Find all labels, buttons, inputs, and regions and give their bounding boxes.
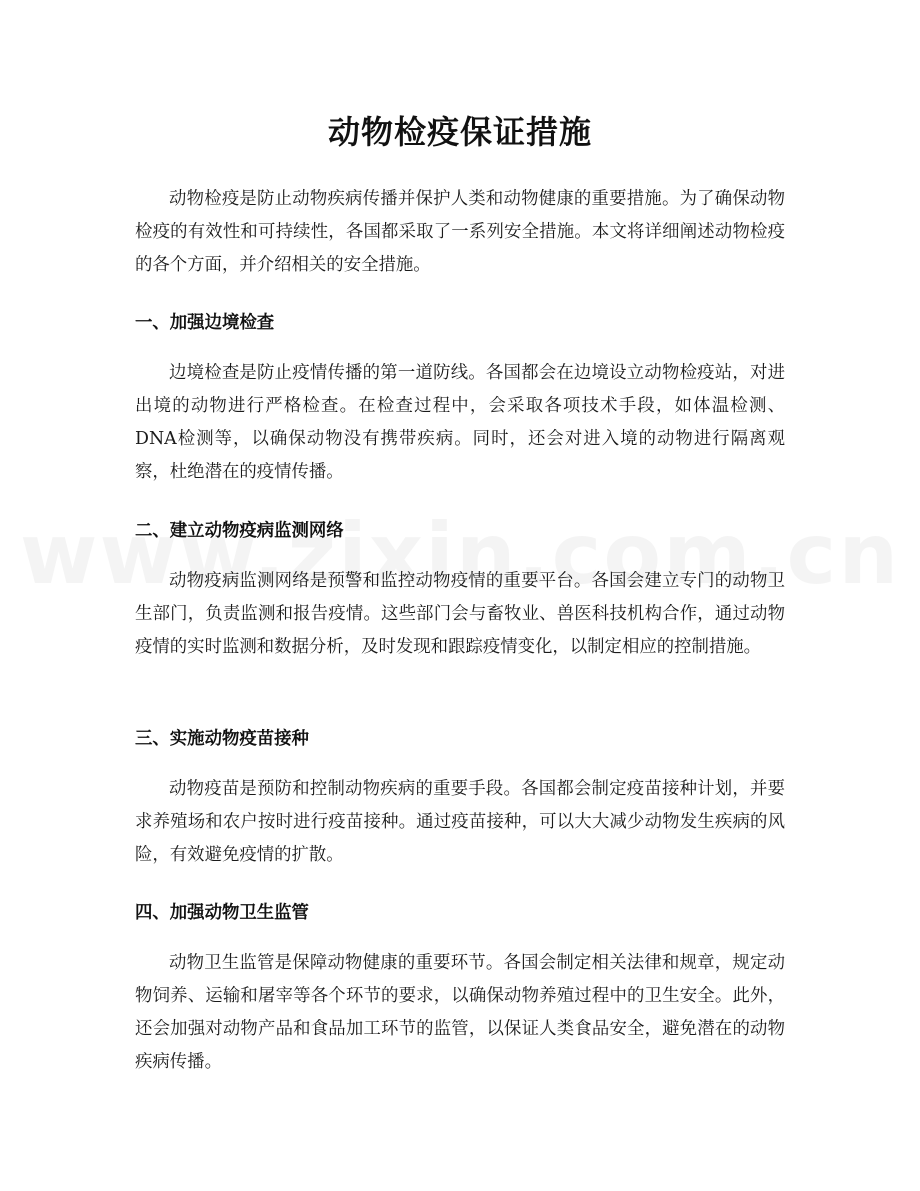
section-heading-1: 一、加强边境检查	[135, 313, 275, 333]
section-heading-4: 四、加强动物卫生监管	[135, 903, 309, 923]
section-heading-3: 三、实施动物疫苗接种	[135, 729, 309, 749]
document-title: 动物检疫保证措施	[327, 113, 592, 151]
intro-paragraph: 动物检疫是防止动物疾病传播并保护人类和动物健康的重要措施。为了确保动物检疫的有效性和可持续性，各国都采取了一系列安全措施。本文将详细阐述动物检疫的各个方面，并介绍相关的安全措施。	[135, 189, 785, 275]
section-body-4: 动物卫生监管是保障动物健康的重要环节。各国会制定相关法律和规章，规定动物饲养、运输和屠宰等各个环节的要求，以确保动物养殖过程中的卫生安全。此外，还会加强对动物产品和食品加工环节的监管，以保证人类食品安全，避免潜在的动物疾病传播。	[135, 953, 785, 1072]
section-heading-2: 二、建立动物疫病监测网络	[135, 521, 344, 541]
section-body-2: 动物疫病监测网络是预警和监控动物疫情的重要平台。各国会建立专门的动物卫生部门，负责监测和报告疫情。这些部门会与畜牧业、兽医科技机构合作，通过动物疫情的实时监测和数据分析，及时发现和跟踪疫情变化，以制定相应的控制措施。	[135, 571, 785, 657]
section-body-3: 动物疫苗是预防和控制动物疾病的重要手段。各国都会制定疫苗接种计划，并要求养殖场和农户按时进行疫苗接种。通过疫苗接种，可以大大减少动物发生疾病的风险，有效避免疫情的扩散。	[135, 779, 785, 865]
section-body-1: 边境检查是防止疫情传播的第一道防线。各国都会在边境设立动物检疫站，对进出境的动物进行严格检查。在检查过程中，会采取各项技术手段，如体温检测、DNA检测等，以确保动物没有携带疾病。同时，还会对进入境的动物进行隔离观察，杜绝潜在的疫情传播。	[135, 363, 785, 482]
